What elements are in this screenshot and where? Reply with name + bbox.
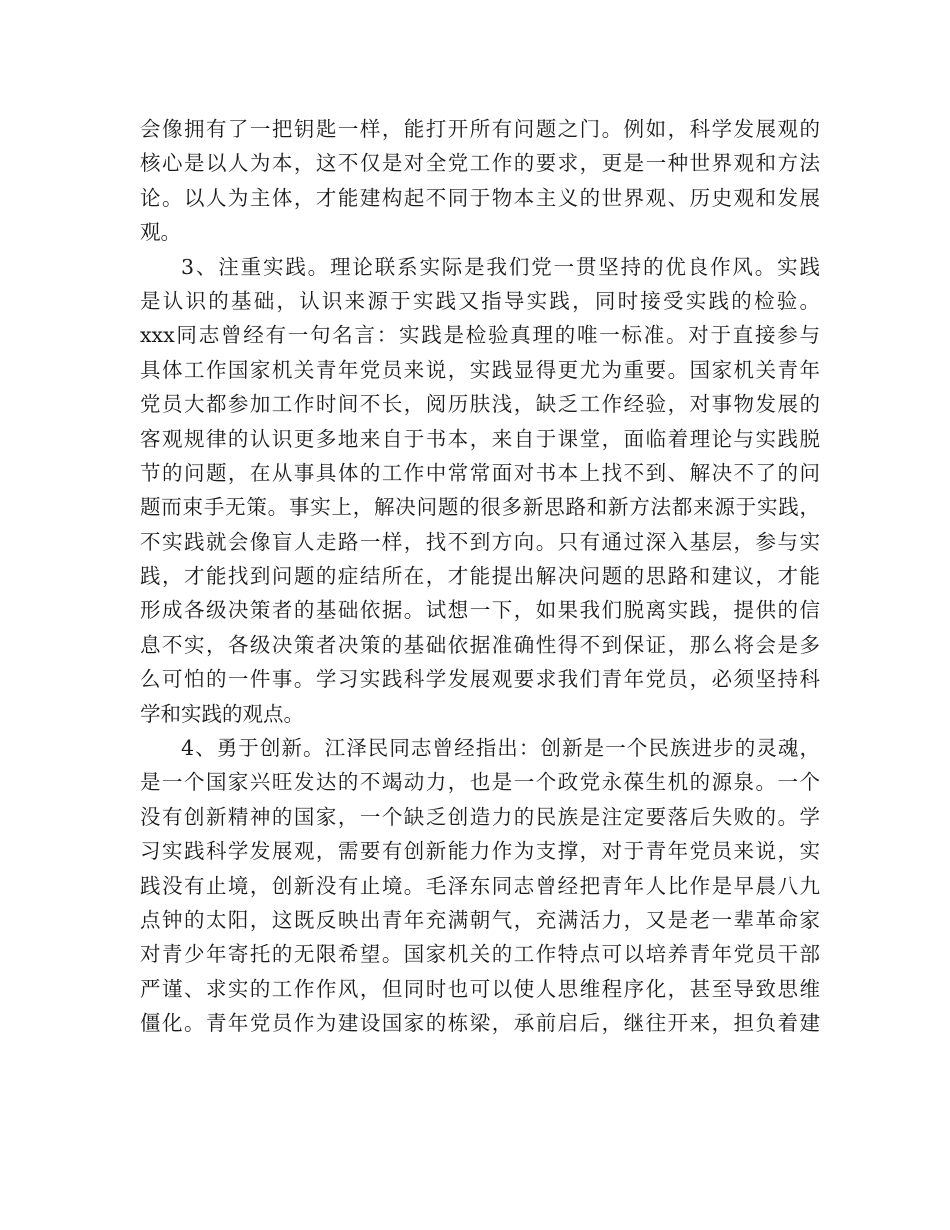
text-line: 么可怕的一件事。学习实践科学发展观要求我们青年党员，必须坚持科 — [140, 667, 820, 692]
text-line: 是一个国家兴旺发达的不竭动力，也是一个政党永葆生机的源泉。一个 — [140, 770, 820, 795]
text-line: xxx同志曾经有一句名言：实践是检验真理的唯一标准。对于直接参与 — [140, 323, 820, 348]
text-line: 党员大都参加工作时间不长，阅历肤浅，缺乏工作经验，对事物发展的 — [140, 392, 820, 417]
text-line: 论。以人为主体，才能建构起不同于物本主义的世界观、历史观和发展 — [140, 185, 820, 210]
text-line: 践没有止境，创新没有止境。毛泽东同志曾经把青年人比作是早晨八九 — [140, 873, 820, 898]
text-line: 形成各级决策者的基础依据。试想一下，如果我们脱离实践，提供的信 — [140, 598, 820, 623]
text-line: 题而束手无策。事实上，解决问题的很多新思路和新方法都来源于实践， — [140, 495, 820, 520]
text-line: 核心是以人为本，这不仅是对全党工作的要求，更是一种世界观和方法 — [140, 151, 820, 176]
text-line: 息不实，各级决策者决策的基础依据准确性得不到保证，那么将会是多 — [140, 632, 820, 657]
text-line: 观。 — [140, 220, 181, 245]
text-line: 没有创新精神的国家，一个缺乏创造力的民族是注定要落后失败的。学 — [140, 804, 820, 829]
text-line: 是认识的基础，认识来源于实践又指导实践，同时接受实践的检验。 — [140, 288, 820, 313]
paragraph-4-heading-line: 4、勇于创新。江泽民同志曾经指出：创新是一个民族进步的灵魂， — [181, 736, 820, 761]
text-line: 践，才能找到问题的症结所在，才能提出解决问题的思路和建议，才能 — [140, 564, 820, 589]
text-line: 会像拥有了一把钥匙一样，能打开所有问题之门。例如，科学发展观的 — [140, 117, 820, 141]
text-line: 节的问题，在从事具体的工作中常常面对书本上找不到、解决不了的问 — [140, 460, 820, 485]
text-line: 不实践就会像盲人走路一样，找不到方向。只有通过深入基层，参与实 — [140, 529, 820, 554]
body-text — [140, 112, 820, 1041]
text-line: 点钟的太阳，这既反映出青年充满朝气，充满活力，又是老一辈革命家 — [140, 907, 820, 932]
text-line: 客观规律的认识更多地来自于书本，来自于课堂，面临着理论与实践脱 — [140, 426, 820, 451]
text-line: 僵化。青年党员作为建设国家的栋梁，承前启后，继往开来，担负着建 — [140, 1011, 820, 1036]
text-line: 具体工作国家机关青年党员来说，实践显得更尤为重要。国家机关青年 — [140, 357, 820, 382]
text-line: 严谨、求实的工作作风，但同时也可以使人思维程序化，甚至导致思维 — [140, 976, 820, 1001]
text-line: 习实践科学发展观，需要有创新能力作为支撑，对于青年党员来说，实 — [140, 839, 820, 864]
paragraph-3-heading-line: 3、注重实践。理论联系实际是我们党一贯坚持的优良作风。实践 — [181, 254, 820, 279]
text-line: 对青少年寄托的无限希望。国家机关的工作特点可以培养青年党员干部 — [140, 942, 820, 967]
text-line: 学和实践的观点。 — [140, 701, 304, 726]
